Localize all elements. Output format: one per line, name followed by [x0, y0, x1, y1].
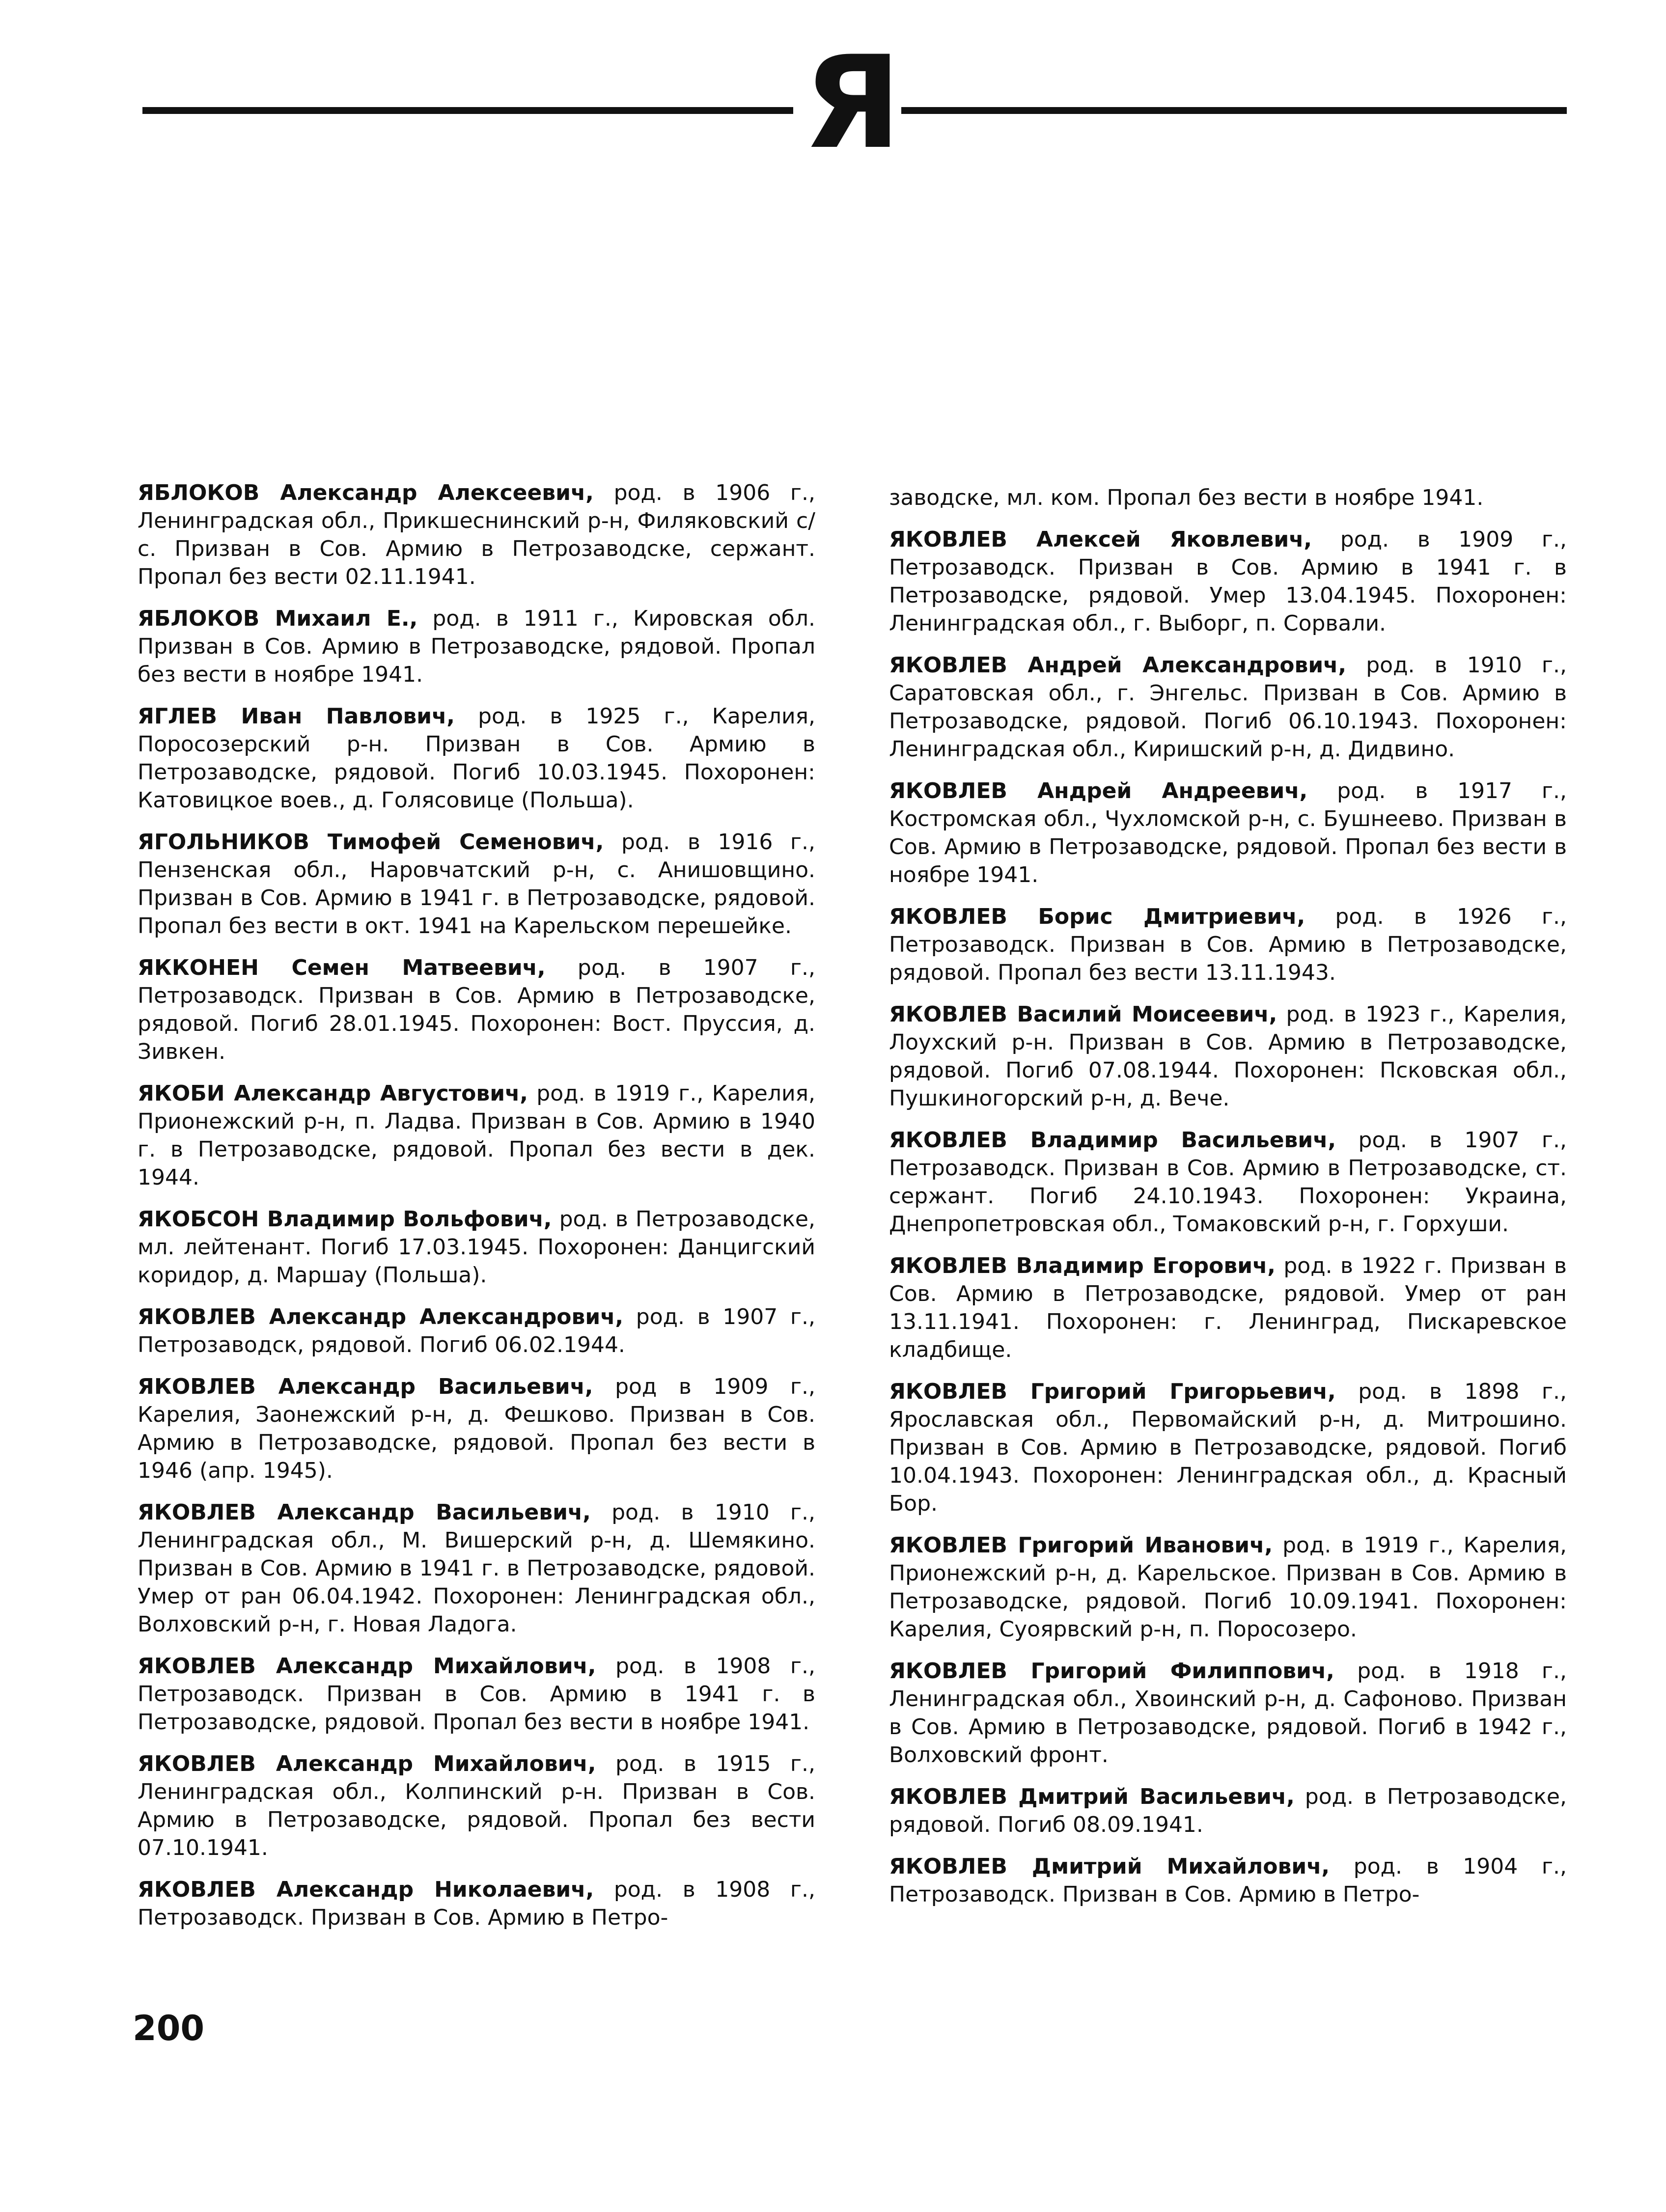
page-number: 200 — [133, 2008, 205, 2048]
entry — [138, 1876, 815, 1932]
entry — [138, 954, 815, 1066]
entry-name: ЯКОВЛЕВ Александр Васильевич, — [138, 1374, 593, 1399]
entry — [138, 1303, 815, 1359]
entry — [138, 1079, 815, 1191]
header-rule-left — [142, 107, 793, 114]
entry — [138, 1373, 815, 1485]
entry-text: род. в 1915 г., Ленинградская обл., Колпинский р-н. Призван в Сов. Армию в Петрозаводске, рядовой. Пропал без вести 07.10.1941. — [138, 1751, 815, 1860]
entry-text: род. в 1907 г., Петрозаводск. Призван в Сов. Армию в Петрозаводске, ст. сержант. Погиб 24.10.1943. Похоронен: Украина, Днепропетровская обл., Томаковский р-н, г. Горхуши. — [889, 1128, 1567, 1237]
entry — [138, 702, 815, 814]
right-column — [889, 484, 1567, 1922]
entry-name: ЯКОВЛЕВ Александр Николаевич, — [138, 1877, 594, 1902]
entry-text: род. в 1906 г., Ленинградская обл., Прикшеснинский р-н, Филяковский с/с. Призван в Сов. Армию в Петрозаводске, сержант. Пропал без вести 02.11.1941. — [138, 480, 816, 589]
entry-text: род. в 1917 г., Костромская обл., Чухломской р-н, с. Бушнеево. Призван в Сов. Армию в Петрозаводске, рядовой. Пропал без вести в ноябре 1941. — [889, 778, 1567, 887]
entry — [138, 828, 815, 940]
entry — [889, 1531, 1567, 1643]
entry — [889, 1657, 1567, 1769]
entry — [889, 1783, 1567, 1839]
entry-name: ЯКОБИ Александр Августович, — [138, 1081, 528, 1106]
entry-text: род. в 1919 г., Карелия, Прионежский р-н, д. Карельское. Призван в Сов. Армию в Петрозаводске, рядовой. Погиб 10.09.1941. Похоронен: Карелия, Суоярвский р-н, п. Поросозеро. — [889, 1533, 1567, 1642]
entry-name: ЯКОВЛЕВ Григорий Иванович, — [889, 1533, 1273, 1558]
entry — [138, 1498, 815, 1638]
entry-name: ЯКОВЛЕВ Дмитрий Михайлович, — [889, 1854, 1330, 1879]
entry-text: род. в 1923 г., Карелия, Лоухский р-н. Призван в Сов. Армию в Петрозаводске, рядовой. Погиб 07.08.1944. Похоронен: Псковская обл., Пушкиногорский р-н, д. Вече. — [889, 1002, 1567, 1111]
entry-text: род. в 1910 г., Саратовская обл., г. Энгельс. Призван в Сов. Армию в Петрозаводске, рядовой. Погиб 06.10.1943. Похоронен: Ленинградская обл., Киришский р-н, д. Дидвино. — [889, 653, 1567, 762]
entry — [889, 777, 1567, 889]
entry-text: род. в 1910 г., Ленинградская обл., М. Вишерский р-н, д. Шемякино. Призван в Сов. Армию в 1941 г. в Петрозаводске, рядовой. Умер от ран 06.04.1942. Похоронен: Ленинградская обл., Волховский р-н, г. Новая Ладога. — [138, 1500, 815, 1637]
entry-name: ЯКОВЛЕВ Василий Моисеевич, — [889, 1002, 1277, 1027]
entry — [889, 1378, 1567, 1518]
entry-name: ЯКОВЛЕВ Григорий Филиппович, — [889, 1659, 1334, 1684]
entry — [138, 1652, 815, 1736]
entry — [889, 525, 1567, 637]
entry — [889, 1000, 1567, 1112]
entry — [138, 605, 815, 689]
entry-text: род. в 1898 г., Ярославская обл., Первомайский р-н, д. Митрошино. Призван в Сов. Армию в Петрозаводске, рядовой. Погиб 10.04.1943. Похоронен: Ленинградская обл., д. Красный Бор. — [889, 1379, 1567, 1516]
entry-name: ЯКОБСОН Владимир Вольфович, — [138, 1207, 552, 1232]
entry-name: ЯГЛЕВ Иван Павлович, — [138, 704, 455, 729]
entry-text: род. в 1907 г., Петрозаводск. Призван в Сов. Армию в Петрозаводске, рядовой. Погиб 28.01.1945. Похоронен: Вост. Пруссия, д. Зивкен. — [138, 955, 816, 1064]
entry — [889, 651, 1567, 763]
entry-name: ЯКОВЛЕВ Александр Михайлович, — [138, 1751, 596, 1776]
entry-name: ЯККОНЕН Семен Матвеевич, — [138, 955, 546, 980]
entry — [138, 1205, 815, 1289]
entry-text: род. в 1926 г., Петрозаводск. Призван в Сов. Армию в Петрозаводске, рядовой. Пропал без вести 13.11.1943. — [889, 904, 1567, 985]
entry-name: ЯКОВЛЕВ Александр Александрович, — [138, 1304, 624, 1329]
entry-name: ЯКОВЛЕВ Владимир Егорович, — [889, 1253, 1276, 1278]
entry-text: род. в Петрозаводске, рядовой. Погиб 08.09.1941. — [889, 1784, 1567, 1837]
entry — [889, 903, 1567, 987]
entry-text: род. в 1919 г., Карелия, Прионежский р-н, п. Ладва. Призван в Сов. Армию в 1940 г. в Петрозаводске, рядовой. Пропал без вести в дек. 1944. — [138, 1081, 816, 1190]
entry-text: род. в 1904 г., Петрозаводск. Призван в Сов. Армию в Петро- — [889, 1854, 1567, 1907]
entry — [889, 1126, 1567, 1238]
entry-text: род в 1909 г., Карелия, Заонежский р-н, д. Фешково. Призван в Сов. Армию в Петрозаводске, рядовой. Пропал без вести в 1946 (апр. 1945). — [138, 1374, 815, 1483]
entry-name: ЯГОЛЬНИКОВ Тимофей Семенович, — [138, 830, 604, 855]
entry-name: ЯКОВЛЕВ Борис Дмитриевич, — [889, 904, 1305, 929]
entry-text: род. в 1908 г., Петрозаводск. Призван в Сов. Армию в 1941 г. в Петрозаводске, рядовой. Пропал без вести в ноябре 1941. — [138, 1654, 815, 1735]
header-rule-right — [901, 107, 1567, 114]
entry-text: род. в 1911 г., Кировская обл. Призван в Сов. Армию в Петрозаводске, рядовой. Пропал без вести в ноябре 1941. — [138, 606, 816, 687]
entry-text: заводске, мл. ком. Пропал без вести в ноябре 1941. — [889, 485, 1484, 510]
entry — [889, 1853, 1567, 1908]
entry-name: ЯКОВЛЕВ Дмитрий Васильевич, — [889, 1784, 1295, 1809]
entry — [138, 1750, 815, 1862]
entry-text: род. в 1925 г., Карелия, Поросозерский р-н. Призван в Сов. Армию в Петрозаводске, рядовой. Погиб 10.03.1945. Похоронен: Катовицкое воев., д. Голясовице (Польша). — [138, 704, 815, 813]
entry-name: ЯКОВЛЕВ Андрей Андреевич, — [889, 778, 1308, 803]
entry-text: род. в 1908 г., Петрозаводск. Призван в Сов. Армию в Петро- — [138, 1877, 815, 1930]
entry-text: род. в 1918 г., Ленинградская обл., Хвоинский р-н, д. Сафоново. Призван в Сов. Армию в Петрозаводске, рядовой. Погиб в 1942 г., Волховский фронт. — [889, 1659, 1567, 1768]
entry-text: род. в 1916 г., Пензенская обл., Наровчатский р-н, с. Анишовщино. Призван в Сов. Армию в 1941 г. в Петрозаводске, рядовой. Пропал без вести в окт. 1941 на Карельском перешейке. — [138, 830, 816, 939]
entry — [889, 1252, 1567, 1364]
entry-text: род. в 1907 г., Петрозаводск, рядовой. Погиб 06.02.1944. — [138, 1304, 815, 1357]
section-header — [142, 29, 1567, 177]
entry-text: род. в Петрозаводске, мл. лейтенант. Погиб 17.03.1945. Похоронен: Данцигский коридор, д. Маршау (Польша). — [138, 1207, 815, 1288]
section-letter: Я — [803, 29, 902, 177]
entry-name: ЯКОВЛЕВ Андрей Александрович, — [889, 653, 1347, 678]
entry-name: ЯКОВЛЕВ Александр Михайлович, — [138, 1654, 596, 1679]
entry — [138, 479, 815, 591]
entry-name: ЯКОВЛЕВ Александр Васильевич, — [138, 1500, 591, 1525]
left-column — [138, 479, 815, 1945]
entry-name: ЯКОВЛЕВ Григорий Григорьевич, — [889, 1379, 1336, 1404]
entry — [889, 484, 1567, 512]
entry-name: ЯКОВЛЕВ Владимир Васильевич, — [889, 1128, 1336, 1153]
entry-name: ЯБЛОКОВ Михаил Е., — [138, 606, 418, 631]
entry-text: род. в 1922 г. Призван в Сов. Армию в Петрозаводске, рядовой. Умер от ран 13.11.1941. Похоронен: г. Ленинград, Пискаревское кладбище. — [889, 1253, 1567, 1362]
entry-name: ЯБЛОКОВ Александр Алексеевич, — [138, 480, 594, 505]
entry-text: род. в 1909 г., Петрозаводск. Призван в Сов. Армию в 1941 г. в Петрозаводске, рядовой. Умер 13.04.1945. Похоронен: Ленинградская обл., г. Выборг, п. Сорвали. — [889, 527, 1567, 636]
entry-name: ЯКОВЛЕВ Алексей Яковлевич, — [889, 527, 1312, 552]
